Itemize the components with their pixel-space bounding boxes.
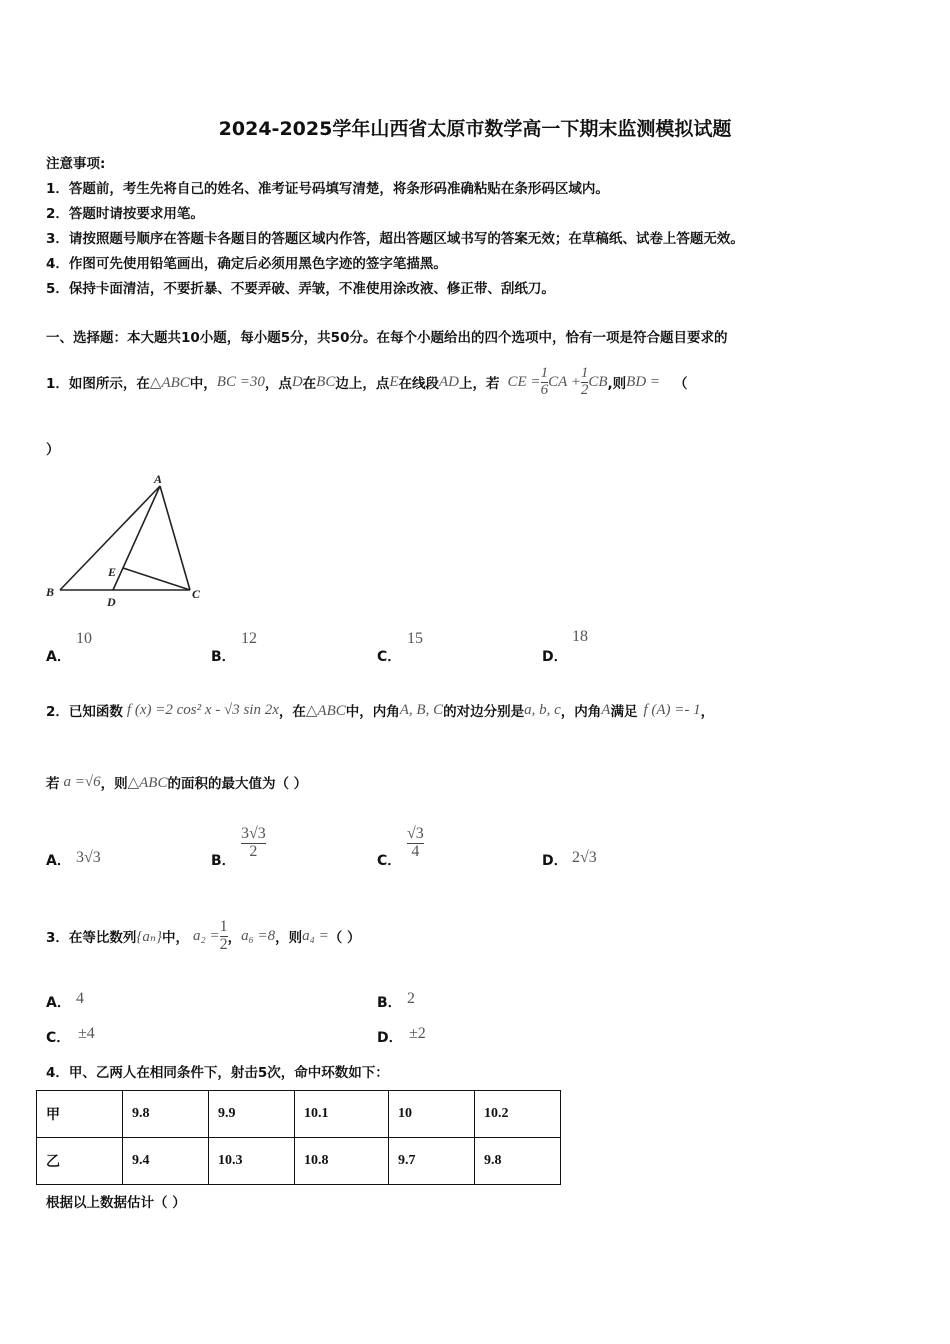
table-cell: 10.3: [209, 1138, 295, 1185]
option-value: 15: [407, 630, 423, 647]
notice-item: 3．请按照题号顺序在答题卡各题目的答题区域内作答，超出答题区域书写的答案无效；在草稿纸、试卷上答题无效。: [46, 231, 744, 247]
table-cell: 10.2: [475, 1091, 561, 1138]
fraction: $\frac{1}{2}$: [219, 917, 228, 953]
option-value: $\frac{3√3}{2}$: [241, 825, 266, 860]
option-value: $\frac{√3}{4}$: [407, 825, 424, 860]
label-d: D: [107, 595, 116, 609]
question-2: 2．已知函数 f (x) =2 cos² x - √3 sin 2x ，在 △ABC 中，内角 A, B, C 的对边分别是 a, b, c ，内角 A 满足 f (A) =- 1 ，: [46, 701, 715, 720]
option-label: A．: [46, 995, 71, 1011]
option-label: B．: [211, 649, 236, 665]
triangle-figure: [40, 470, 220, 610]
option-label: B．: [377, 995, 402, 1011]
table-cell: 10.1: [295, 1091, 389, 1138]
fraction: $\frac{1}{2}$: [580, 364, 589, 398]
label-e: E: [108, 565, 117, 579]
option-value: ±4: [78, 1025, 95, 1042]
option-label: C．: [377, 853, 402, 869]
label-c: C: [192, 587, 201, 601]
table-cell: 10: [389, 1091, 475, 1138]
option-label: C．: [46, 1030, 71, 1046]
option-label: D．: [542, 649, 568, 665]
fraction: $\frac{1}{6}$: [540, 364, 549, 398]
label-a: A: [154, 472, 163, 486]
notice-heading: 注意事项:: [46, 156, 106, 172]
question-4: 4．甲、乙两人在相同条件下，射击5次，命中环数如下：: [46, 1065, 389, 1081]
option-label: C．: [377, 649, 402, 665]
table-cell: 10.8: [295, 1138, 389, 1185]
option-label: B．: [211, 853, 236, 869]
table-cell: 9.8: [123, 1091, 209, 1138]
table-cell: 9.7: [389, 1138, 475, 1185]
score-table: [36, 1090, 561, 1185]
question-4-after: 根据以上数据估计（ ）: [46, 1195, 186, 1211]
question-1: 1．如图所示，在 △ABC 中， BC =30 ，点 D 在 BC 边上，点 E 在线段 AD 上，若 CE = $\frac{1}{6}$ CA + $\frac{1}{2}$ CB ,则 BD = （: [46, 364, 688, 398]
option-label: A．: [46, 853, 71, 869]
question-3: 3．在等比数列 {aₙ} 中， a₂ = $\frac{1}{2}$ ， a₆ =8 ，则 a₄ = （ ）: [46, 917, 361, 953]
option-value: 3√3: [76, 849, 101, 866]
table-cell: 乙: [37, 1138, 123, 1185]
table-row: [37, 1091, 561, 1138]
question-1-close: ）: [46, 442, 60, 458]
option-label: A．: [46, 649, 71, 665]
section-heading: 一、选择题：本大题共10小题，每小题5分，共50分。在每个小题给出的四个选项中，恰有一项是符合题目要求的: [46, 330, 728, 346]
option-value: ±2: [409, 1025, 426, 1042]
question-2-line2: 若 a =√6 ，则 △ABC 的面积的最大值为（ ）: [46, 773, 308, 792]
option-value: 2√3: [572, 849, 597, 866]
option-value: 2: [407, 990, 415, 1007]
notice-item: 2．答题时请按要求用笔。: [46, 206, 204, 222]
option-value: 18: [572, 628, 588, 645]
option-value: 4: [76, 990, 84, 1007]
option-value: 12: [241, 630, 257, 647]
notice-item: 1．答题前，考生先将自己的姓名、准考证号码填写清楚，将条形码准确粘贴在条形码区域内。: [46, 181, 609, 197]
segment-ec: [123, 568, 190, 590]
option-value: 10: [76, 630, 92, 647]
table-cell: 甲: [37, 1091, 123, 1138]
notice-item: 4．作图可先使用铅笔画出，确定后必须用黑色字迹的签字笔描黑。: [46, 256, 447, 272]
page-title: 2024-2025学年山西省太原市数学高一下期末监测模拟试题: [218, 118, 732, 140]
label-b: B: [46, 585, 55, 599]
segment-ad: [113, 486, 160, 590]
option-label: D．: [377, 1030, 403, 1046]
table-cell: 9.9: [209, 1091, 295, 1138]
table-cell: 9.4: [123, 1138, 209, 1185]
table-cell: 9.8: [475, 1138, 561, 1185]
segment-ac: [160, 486, 190, 590]
notice-item: 5．保持卡面清洁，不要折暴、不要弄破、弄皱，不准使用涂改液、修正带、刮纸刀。: [46, 281, 555, 297]
option-label: D．: [542, 853, 568, 869]
table-row: [37, 1138, 561, 1185]
